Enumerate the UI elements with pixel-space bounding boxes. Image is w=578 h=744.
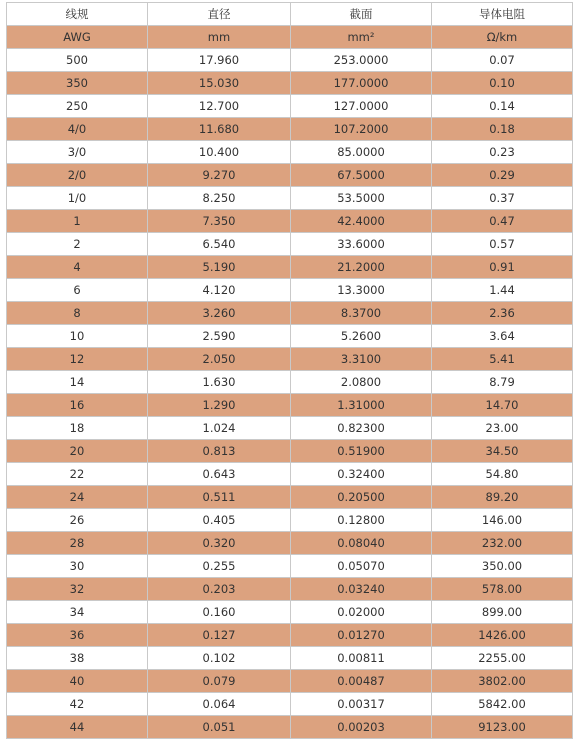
cell-resistance: 578.00 (432, 578, 573, 601)
cell-resistance: 1.44 (432, 279, 573, 302)
cell-diameter: 7.350 (148, 210, 291, 233)
table-row (7, 417, 573, 440)
cell-gauge: 1/0 (7, 187, 148, 210)
table-row (7, 72, 573, 95)
cell-gauge: 28 (7, 532, 148, 555)
header-gauge: 线规 (7, 3, 148, 26)
cell-cross-section: 0.01270 (291, 624, 432, 647)
table-row (7, 348, 573, 371)
table-row (7, 187, 573, 210)
cell-gauge: 42 (7, 693, 148, 716)
cell-resistance: 2255.00 (432, 647, 573, 670)
cell-gauge: 3/0 (7, 141, 148, 164)
table-row (7, 463, 573, 486)
cell-gauge: 12 (7, 348, 148, 371)
cell-resistance: 34.50 (432, 440, 573, 463)
cell-resistance: 3802.00 (432, 670, 573, 693)
cell-cross-section: 1.31000 (291, 394, 432, 417)
cell-resistance: 0.10 (432, 72, 573, 95)
cell-cross-section: 53.5000 (291, 187, 432, 210)
cell-diameter: 0.203 (148, 578, 291, 601)
cell-gauge: 26 (7, 509, 148, 532)
cell-cross-section: 0.51900 (291, 440, 432, 463)
cell-resistance: 0.47 (432, 210, 573, 233)
cell-resistance: 0.37 (432, 187, 573, 210)
cell-diameter: 0.064 (148, 693, 291, 716)
unit-cross-section: mm² (291, 26, 432, 49)
cell-diameter: 6.540 (148, 233, 291, 256)
cell-cross-section: 0.02000 (291, 601, 432, 624)
cell-gauge: 10 (7, 325, 148, 348)
cell-diameter: 15.030 (148, 72, 291, 95)
cell-cross-section: 0.32400 (291, 463, 432, 486)
table-row (7, 647, 573, 670)
cell-resistance: 146.00 (432, 509, 573, 532)
unit-gauge: AWG (7, 26, 148, 49)
cell-cross-section: 13.3000 (291, 279, 432, 302)
cell-cross-section: 85.0000 (291, 141, 432, 164)
cell-resistance: 0.29 (432, 164, 573, 187)
cell-resistance: 0.07 (432, 49, 573, 72)
cell-gauge: 8 (7, 302, 148, 325)
cell-diameter: 3.260 (148, 302, 291, 325)
table-row (7, 670, 573, 693)
cell-gauge: 24 (7, 486, 148, 509)
table-row (7, 325, 573, 348)
table-row (7, 578, 573, 601)
cell-diameter: 0.320 (148, 532, 291, 555)
cell-diameter: 0.511 (148, 486, 291, 509)
cell-gauge: 1 (7, 210, 148, 233)
cell-gauge: 36 (7, 624, 148, 647)
cell-cross-section: 0.00487 (291, 670, 432, 693)
cell-cross-section: 0.82300 (291, 417, 432, 440)
cell-diameter: 0.160 (148, 601, 291, 624)
cell-gauge: 34 (7, 601, 148, 624)
cell-resistance: 0.14 (432, 95, 573, 118)
cell-cross-section: 21.2000 (291, 256, 432, 279)
cell-resistance: 54.80 (432, 463, 573, 486)
header-cross-section: 截面 (291, 3, 432, 26)
cell-diameter: 0.643 (148, 463, 291, 486)
header-diameter: 直径 (148, 3, 291, 26)
cell-diameter: 1.024 (148, 417, 291, 440)
table-row (7, 118, 573, 141)
table-row (7, 555, 573, 578)
table-row (7, 279, 573, 302)
table-row (7, 716, 573, 739)
cell-diameter: 10.400 (148, 141, 291, 164)
cell-cross-section: 127.0000 (291, 95, 432, 118)
cell-gauge: 32 (7, 578, 148, 601)
cell-cross-section: 177.0000 (291, 72, 432, 95)
cell-resistance: 8.79 (432, 371, 573, 394)
cell-diameter: 0.813 (148, 440, 291, 463)
cell-resistance: 14.70 (432, 394, 573, 417)
cell-cross-section: 3.3100 (291, 348, 432, 371)
table-row (7, 509, 573, 532)
awg-wire-table (6, 2, 573, 739)
cell-cross-section: 107.2000 (291, 118, 432, 141)
cell-gauge: 16 (7, 394, 148, 417)
table-row (7, 256, 573, 279)
cell-gauge: 20 (7, 440, 148, 463)
cell-cross-section: 0.20500 (291, 486, 432, 509)
cell-cross-section: 5.2600 (291, 325, 432, 348)
cell-diameter: 1.630 (148, 371, 291, 394)
cell-gauge: 22 (7, 463, 148, 486)
table-row (7, 486, 573, 509)
cell-gauge: 6 (7, 279, 148, 302)
table-row (7, 49, 573, 72)
cell-resistance: 899.00 (432, 601, 573, 624)
table-row (7, 532, 573, 555)
cell-gauge: 38 (7, 647, 148, 670)
cell-resistance: 3.64 (432, 325, 573, 348)
cell-diameter: 17.960 (148, 49, 291, 72)
cell-gauge: 4 (7, 256, 148, 279)
cell-cross-section: 0.05070 (291, 555, 432, 578)
cell-diameter: 2.590 (148, 325, 291, 348)
cell-diameter: 0.127 (148, 624, 291, 647)
cell-gauge: 500 (7, 49, 148, 72)
table-row (7, 302, 573, 325)
cell-resistance: 5842.00 (432, 693, 573, 716)
table-row (7, 394, 573, 417)
cell-cross-section: 2.0800 (291, 371, 432, 394)
cell-resistance: 2.36 (432, 302, 573, 325)
cell-gauge: 350 (7, 72, 148, 95)
cell-gauge: 2/0 (7, 164, 148, 187)
cell-cross-section: 33.6000 (291, 233, 432, 256)
cell-gauge: 18 (7, 417, 148, 440)
cell-resistance: 350.00 (432, 555, 573, 578)
cell-cross-section: 42.4000 (291, 210, 432, 233)
table-row (7, 141, 573, 164)
cell-diameter: 0.051 (148, 716, 291, 739)
cell-resistance: 0.91 (432, 256, 573, 279)
cell-diameter: 5.190 (148, 256, 291, 279)
cell-cross-section: 0.03240 (291, 578, 432, 601)
cell-resistance: 9123.00 (432, 716, 573, 739)
table-row (7, 233, 573, 256)
cell-cross-section: 67.5000 (291, 164, 432, 187)
table-row (7, 371, 573, 394)
table-row (7, 210, 573, 233)
table-row (7, 693, 573, 716)
table-row (7, 95, 573, 118)
cell-gauge: 250 (7, 95, 148, 118)
cell-resistance: 0.57 (432, 233, 573, 256)
cell-diameter: 8.250 (148, 187, 291, 210)
cell-cross-section: 0.00811 (291, 647, 432, 670)
cell-gauge: 2 (7, 233, 148, 256)
table-row (7, 601, 573, 624)
unit-diameter: mm (148, 26, 291, 49)
table-row (7, 624, 573, 647)
unit-resistance: Ω/km (432, 26, 573, 49)
cell-diameter: 1.290 (148, 394, 291, 417)
cell-gauge: 40 (7, 670, 148, 693)
table-row (7, 440, 573, 463)
cell-gauge: 4/0 (7, 118, 148, 141)
cell-diameter: 11.680 (148, 118, 291, 141)
cell-diameter: 2.050 (148, 348, 291, 371)
cell-resistance: 1426.00 (432, 624, 573, 647)
header-row (7, 3, 573, 26)
cell-gauge: 44 (7, 716, 148, 739)
cell-resistance: 0.23 (432, 141, 573, 164)
cell-resistance: 0.18 (432, 118, 573, 141)
table-body (7, 3, 573, 739)
header-resistance: 导体电阻 (432, 3, 573, 26)
cell-diameter: 12.700 (148, 95, 291, 118)
cell-cross-section: 0.00317 (291, 693, 432, 716)
cell-diameter: 0.255 (148, 555, 291, 578)
cell-cross-section: 8.3700 (291, 302, 432, 325)
cell-diameter: 9.270 (148, 164, 291, 187)
cell-resistance: 23.00 (432, 417, 573, 440)
cell-diameter: 0.405 (148, 509, 291, 532)
cell-cross-section: 0.12800 (291, 509, 432, 532)
units-row (7, 26, 573, 49)
cell-cross-section: 253.0000 (291, 49, 432, 72)
cell-gauge: 14 (7, 371, 148, 394)
cell-cross-section: 0.08040 (291, 532, 432, 555)
cell-resistance: 89.20 (432, 486, 573, 509)
cell-resistance: 5.41 (432, 348, 573, 371)
cell-diameter: 4.120 (148, 279, 291, 302)
cell-diameter: 0.079 (148, 670, 291, 693)
table-row (7, 164, 573, 187)
cell-resistance: 232.00 (432, 532, 573, 555)
cell-gauge: 30 (7, 555, 148, 578)
cell-diameter: 0.102 (148, 647, 291, 670)
cell-cross-section: 0.00203 (291, 716, 432, 739)
